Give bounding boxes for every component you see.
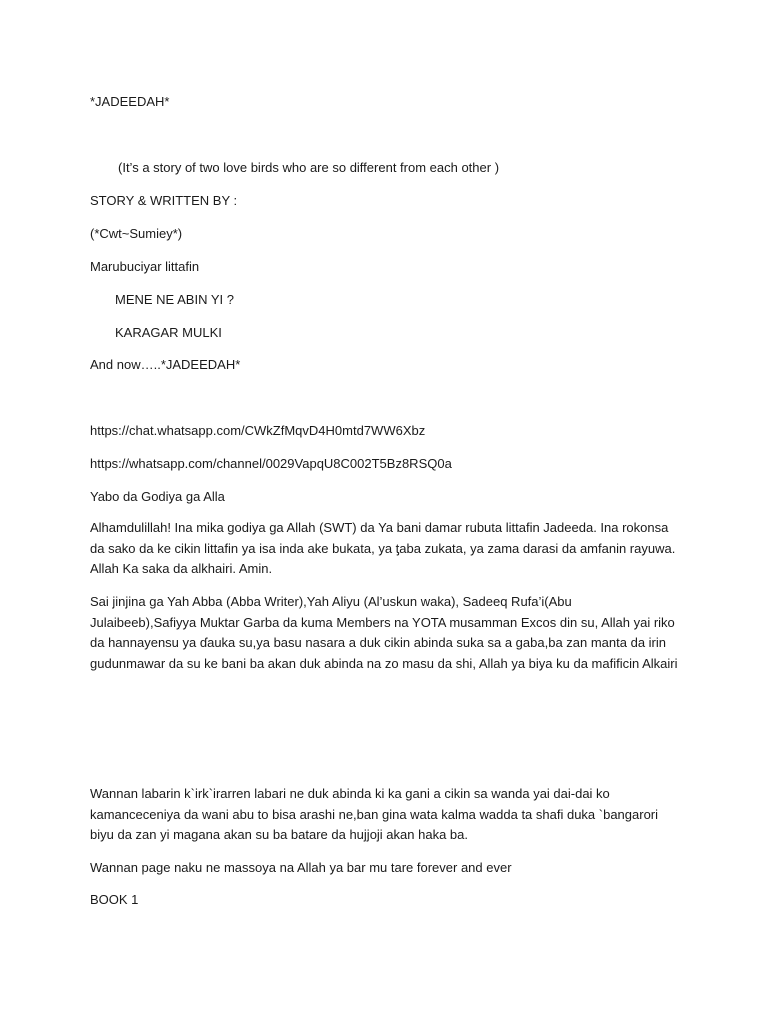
and-now-line: And now…..*JADEEDAH*: [90, 357, 241, 372]
document-title: *JADEEDAH*: [90, 94, 170, 109]
book-label: BOOK 1: [90, 892, 139, 907]
greeting-heading: Yabo da Godiya ga Alla: [90, 489, 225, 504]
paragraph-acknowledgements: Sai jinjina ga Yah Abba (Abba Writer),Yah Aliyu (Al’uskun waka), Sadeeq Rufa’i(Abu Julaibeeb),Safiyya Muktar Garba da kuma Members na YOTA musamman Excos din su, Allah yai riko da hannayensu ya ɗauka su,ya basu nasara a duk cikin abinda suka sa a gaba,ba zan manta da irin gudunmawar da su ke bani ba akan duk abinda na zo masu da shi, Allah ya biya ku da mafificin Alkairi: [90, 594, 678, 671]
paragraph-disclaimer: Wannan labarin k`irk`irarren labari ne duk abinda ki ka gani a cikin sa wanda yai dai-dai ko kamanceceniya da wani abu to bisa arashi ne,ban gina wata kalma wadda ta shafi duka `bangarori biyu da zan yi magana akan su ba batare da hujjoji akan haka ba.: [90, 786, 659, 842]
tagline: (It’s a story of two love birds who are so different from each other ): [118, 160, 500, 175]
whatsapp-group-link[interactable]: https://chat.whatsapp.com/CWkZfMqvD4H0mtd7WW6Xbz: [90, 423, 426, 438]
dedication-line: Wannan page naku ne massoya na Allah ya bar mu tare forever and ever: [90, 860, 512, 875]
previous-work-1: MENE NE ABIN YI ?: [115, 292, 234, 307]
story-by-label: STORY & WRITTEN BY :: [90, 193, 238, 208]
previous-works-heading: Marubuciyar littafin: [90, 259, 200, 274]
previous-work-2: KARAGAR MULKI: [115, 325, 222, 340]
author-name: (*Cwt~Sumiey*): [90, 226, 183, 241]
paragraph-thanks: Alhamdulillah! Ina mika godiya ga Allah (SWT) da Ya bani damar rubuta littafin Jadeeda. Ina rokonsa da sako da ke cikin littafin ya isa inda ake bukata, ya ƫaba zukata, ya zama darasi da amfanin rayuwa. Allah Ka saka da alkhairi. Amin.: [90, 520, 676, 576]
whatsapp-channel-link[interactable]: https://whatsapp.com/channel/0029VapqU8C002T5Bz8RSQ0a: [90, 456, 452, 471]
